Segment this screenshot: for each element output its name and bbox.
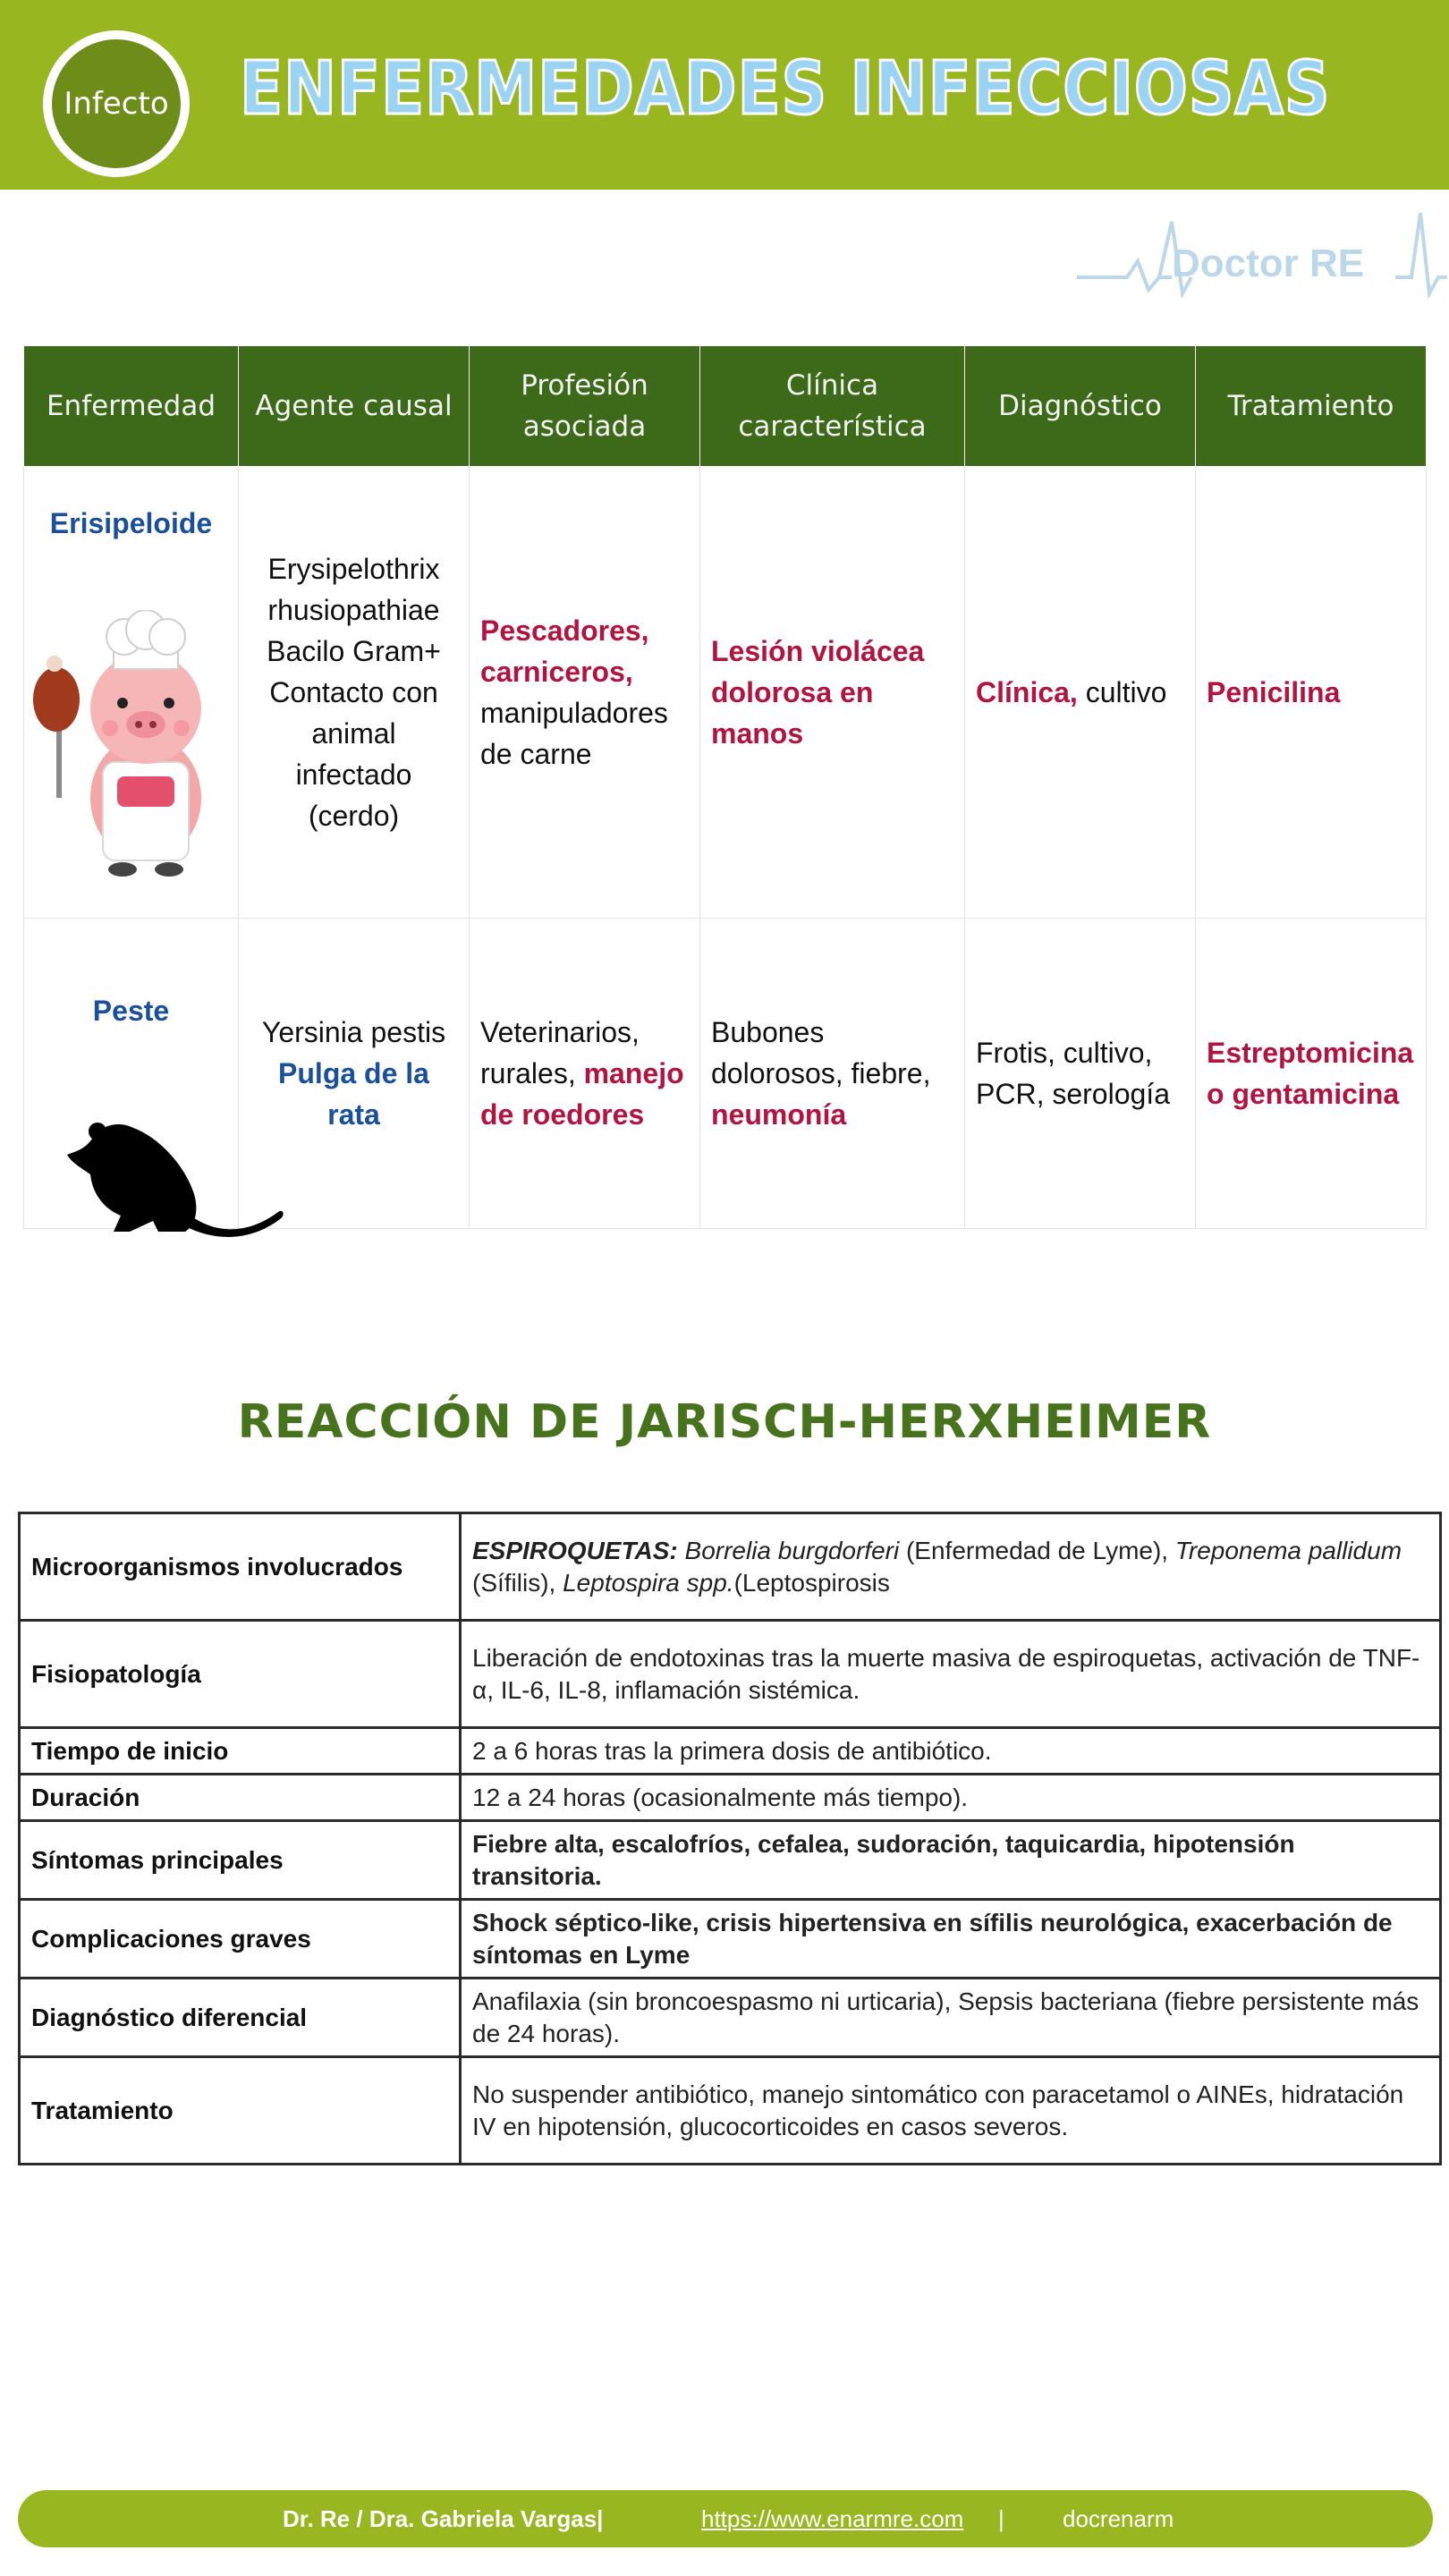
row-value: Anafilaxia (sin broncoespasmo ni urticaria), Sepsis bacteriana (fiebre persistente más de 24 horas).: [461, 1979, 1441, 2057]
disease-name: Peste: [92, 995, 170, 1027]
value-italic: Treponema pallidum: [1174, 1536, 1402, 1564]
footer-bar: [18, 2490, 1433, 2547]
table-row: [20, 1979, 1441, 2057]
treatment-text: Penicilina: [1207, 676, 1341, 708]
diseases-table: [23, 345, 1427, 1229]
diagnosis-cell: Frotis, cultivo, PCR, serología: [965, 919, 1196, 1229]
row-value: Fiebre alta, escalofríos, cefalea, sudoración, taquicardia, hipotensión transitoria.: [461, 1821, 1441, 1900]
row-label: Tiempo de inicio: [20, 1728, 461, 1775]
profession-text: manipuladores de carne: [480, 697, 668, 770]
value-text: (Enfermedad de Lyme),: [905, 1536, 1169, 1564]
row-value: No suspender antibiótico, manejo sintomático con paracetamol o AINEs, hidratación IV en hipotensión, glucocorticoides en casos severos.: [461, 2057, 1441, 2165]
row-label: Complicaciones graves: [20, 1900, 461, 1979]
row-label: Tratamiento: [20, 2057, 461, 2165]
disease-cell: [24, 467, 239, 919]
row-value: Shock séptico-like, crisis hipertensiva en sífilis neurológica, exacerbación de síntomas en Lyme: [461, 1900, 1441, 1979]
profession-text: Veterinarios, rurales,: [480, 1016, 640, 1089]
brand-logo: [1073, 204, 1449, 302]
footer-link[interactable]: https://www.enarmre.com: [701, 2505, 964, 2532]
profession-cell: [470, 467, 700, 919]
table-row: [24, 919, 1427, 1229]
clinic-cell: [700, 467, 965, 919]
treatment-cell: [1196, 919, 1427, 1229]
brand-text: Doctor RE: [1172, 242, 1365, 285]
col-header-profesion: Profesión asociada: [470, 346, 700, 467]
diagnosis-text: cultivo: [1085, 676, 1167, 708]
row-label: Síntomas principales: [20, 1821, 461, 1900]
diagnosis-cell: [965, 467, 1196, 919]
table-row: [20, 1900, 1441, 1979]
row-label: Fisiopatología: [20, 1621, 461, 1728]
row-value: Liberación de endotoxinas tras la muerte masiva de espiroquetas, activación de TNF-α, IL-6, IL-8, inflamación sistémica.: [461, 1621, 1441, 1728]
table-row: [24, 467, 1427, 919]
table-row: [20, 2057, 1441, 2165]
row-label: Diagnóstico diferencial: [20, 1979, 461, 2057]
col-header-enfermedad: Enfermedad: [24, 346, 239, 467]
agent-text: Yersinia pestis: [261, 1016, 446, 1048]
table-row: [20, 1621, 1441, 1728]
section-title: REACCIÓN DE JARISCH-HERXHEIMER: [237, 1395, 1212, 1449]
table-row: [20, 1821, 1441, 1900]
table-row: [20, 1513, 1441, 1621]
value-text: (Sífilis),: [472, 1568, 556, 1597]
value-italic: Leptospira spp.: [563, 1568, 734, 1597]
treatment-cell: [1196, 467, 1427, 919]
disease-name: Erisipeloide: [49, 507, 213, 539]
disease-cell: [24, 919, 239, 1229]
table-row: [20, 1775, 1441, 1821]
clinic-text: Bubones dolorosos, fiebre,: [711, 1016, 931, 1089]
header-banner: [0, 0, 1449, 190]
value-italic: Borrelia burgdorferi: [684, 1536, 900, 1564]
profession-highlight: Pescadores, carniceros,: [480, 614, 649, 688]
agent-vector: Pulga de la rata: [278, 1057, 429, 1131]
diagnosis-highlight: Clínica,: [976, 676, 1078, 708]
agent-cell: [239, 919, 470, 1229]
page-title: ENFERMEDADES INFECCIOSAS: [240, 47, 1331, 131]
footer-handle: docrenarm: [1063, 2505, 1174, 2532]
value-text: (Leptospirosis: [733, 1568, 890, 1597]
profession-highlight: manejo de roedores: [480, 1057, 684, 1131]
row-label: Microorganismos involucrados: [20, 1513, 461, 1621]
logo-text: Infecto: [52, 39, 181, 168]
footer-authors: Dr. Re / Dra. Gabriela Vargas|: [283, 2505, 604, 2532]
clinic-cell: [700, 919, 965, 1229]
col-header-diagnostico: Diagnóstico: [965, 346, 1196, 467]
row-value: 12 a 24 horas (ocasionalmente más tiempo).: [461, 1775, 1441, 1821]
pig-chef-illustration: [30, 610, 241, 882]
clinic-highlight: neumonía: [711, 1098, 847, 1131]
row-value: 2 a 6 horas tras la primera dosis de antibiótico.: [461, 1728, 1441, 1775]
value-bold-italic: ESPIROQUETAS:: [472, 1536, 678, 1564]
agent-cell: Erysipelothrix rhusiopathiae Bacilo Gram+ Contacto con animal infectado (cerdo): [239, 467, 470, 919]
logo: [43, 30, 190, 177]
treatment-text: Estreptomicina o gentamicina: [1207, 1037, 1414, 1110]
table-row: [20, 1728, 1441, 1775]
row-label: Duración: [20, 1775, 461, 1821]
col-header-clinica: Clínica característica: [700, 346, 965, 467]
clinic-highlight: Lesión violácea dolorosa en manos: [711, 635, 925, 750]
profession-cell: [470, 919, 700, 1229]
jarisch-herxheimer-table: [18, 1512, 1442, 2165]
col-header-agente: Agente causal: [239, 346, 470, 467]
row-value: [461, 1513, 1441, 1621]
table-header-row: [24, 346, 1427, 467]
footer-separator: |: [998, 2505, 1004, 2532]
col-header-tratamiento: Tratamiento: [1196, 346, 1427, 467]
